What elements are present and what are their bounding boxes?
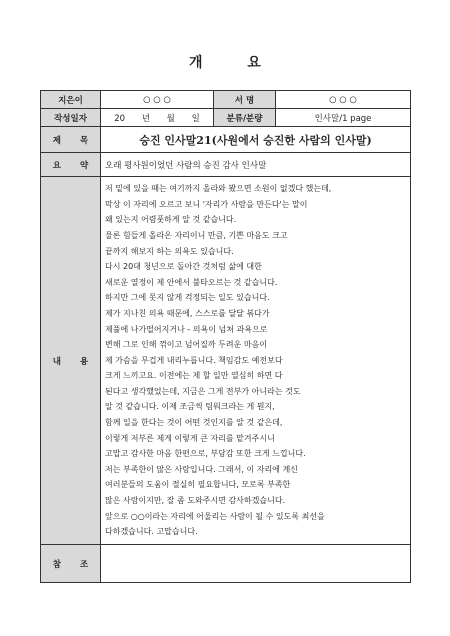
category-value: 인사말/1 page (276, 109, 411, 127)
date-row (41, 109, 411, 127)
content-lines (105, 181, 406, 540)
content-line: 이렇게 저부른 제게 이렇게 큰 자리를 맡겨주시니 (105, 433, 275, 443)
reference-label: 참 조 (41, 545, 101, 583)
content-line: 제 가슴을 무겁게 내리누릅니다. 책임감도 예전보다 (105, 355, 283, 365)
summary-label: 요 약 (41, 153, 101, 177)
content-row (41, 177, 411, 545)
content-line: 다시 20대 청년으로 돌아간 것처럼 삶에 대한 (105, 262, 262, 272)
document-title: 개 요 (189, 55, 281, 71)
content-line: 물론 힘들게 올라온 자리이니 만큼, 기쁜 마음도 크고 (105, 230, 288, 240)
content-line: 제풀에 나가떨어지거나 - 의욕이 넘쳐 과욕으로 (105, 324, 268, 334)
content-line: 하지만 그에 못지 않게 걱정되는 일도 있습니다. (105, 293, 270, 303)
signature-label: 서 명 (214, 91, 276, 109)
content-label: 내 용 (41, 177, 101, 545)
subject-row (41, 127, 411, 153)
content-line: 많은 사람이지만, 잘 좀 도와주시면 감사하겠습니다. (105, 496, 286, 506)
category-label: 분류/분량 (214, 109, 276, 127)
content-line: 막상 이 자리에 오르고 보니 '자리가 사람을 만든다'는 말이 (105, 199, 308, 209)
author-row (41, 91, 411, 109)
subject-value: 승진 인사말21(사원에서 승진한 사람의 인사말) (101, 127, 411, 153)
content-line: 저는 부족한이 많은 사람입니다. 그래서, 이 자리에 계신 (105, 464, 298, 474)
author-label: 지은이 (41, 91, 101, 109)
content-line: 여러분들의 도움이 절실히 필요합니다, 모로록 부족한 (105, 480, 291, 490)
content-body (101, 177, 411, 545)
reference-value (101, 545, 411, 583)
content-line: 새로운 열정이 제 안에서 불타오르는 것 같습니다. (105, 277, 278, 287)
content-line: 앞으로 ○○이라는 자리에 어울리는 사람이 될 수 있도록 최선을 (105, 511, 325, 521)
content-line: 된다고 생각했었는데, 지금은 그게 전부가 아니라는 것도 (105, 386, 301, 396)
content-line: 크게 느끼고요. 이전에는 제 할 일만 열심히 하면 다 (105, 371, 283, 381)
reference-row (41, 545, 411, 583)
signature-value: ○ ○ ○ (276, 91, 411, 109)
content-line: 왜 있는지 어렴풋하게 알 것 같습니다. (105, 215, 237, 225)
summary-value: 오래 평사원이었던 사람의 승진 감사 인사말 (101, 153, 411, 177)
content-line: 변해 그로 인해 꺾이고 넘어질까 두려운 마음이 (105, 340, 268, 350)
author-value: ○ ○ ○ (101, 91, 214, 109)
date-label: 작성일자 (41, 109, 101, 127)
content-line: 끝까지 해보지 하는 의욕도 있습니다. (105, 246, 234, 256)
content-line: 고맙고 감사한 마음 한편으로, 부담감 또한 크게 느낍니다. (105, 449, 306, 459)
content-line: 제가 지나친 의욕 때문에, 스스로를 달달 볶다가 (105, 308, 270, 318)
content-line: 다하겠습니다. 고맙습니다. (105, 527, 198, 537)
content-line: 함께 일을 한다는 것이 어떤 것인지를 알 것 같은데, (105, 418, 283, 428)
date-value: 20 년 월 일 (101, 109, 214, 127)
summary-form-table (40, 90, 411, 583)
content-line: 저 밑에 있을 때는 여기까지 올라와 봤으면 소원이 없겠다 했는데, (105, 184, 332, 194)
subject-label: 제 목 (41, 127, 101, 153)
content-line: 알 것 같습니다. 이제 조금씩 팀워크라는 게 뭔지, (105, 402, 275, 412)
summary-row (41, 153, 411, 177)
